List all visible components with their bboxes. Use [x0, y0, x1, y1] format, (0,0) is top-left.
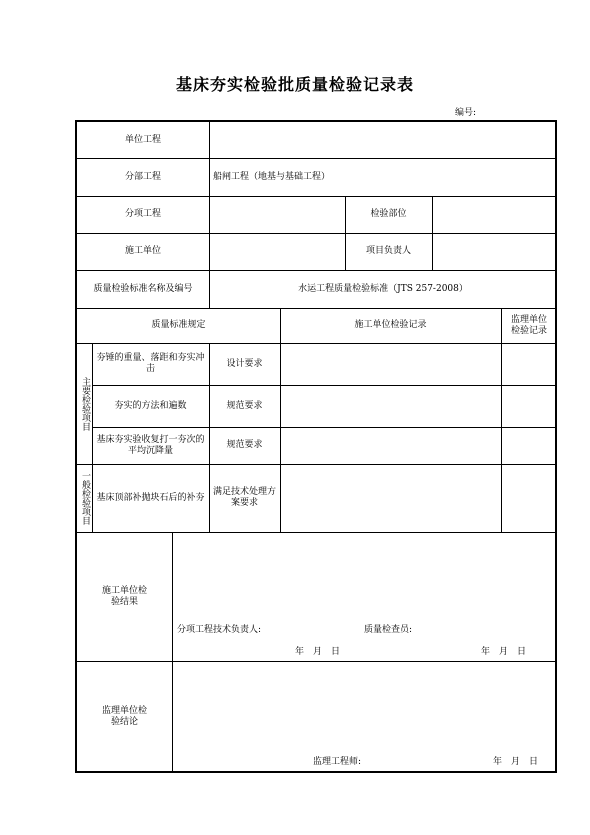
main-item-name: 基床夯实验收复打一夯次的平均沉降量	[96, 434, 205, 456]
inspection-location-label: 检验部位	[370, 209, 407, 219]
supervision-date: 年 月 日	[493, 757, 539, 767]
main-item-requirement: 设计要求	[226, 358, 263, 369]
standard-value: 水运工程质量检验标准（JTS 257-2008）	[298, 283, 468, 294]
standard-name-label: 质量检验标准名称及编号	[93, 283, 193, 294]
construction-date: 年 月 日	[295, 647, 341, 657]
inspector-date: 年 月 日	[481, 647, 527, 657]
general-item-name: 基床顶部补抛块石后的补夯	[96, 492, 205, 503]
main-item-requirement: 规范要求	[226, 400, 263, 411]
supervision-conclusion-label: 监理单位检验结论	[101, 706, 147, 727]
construction-unit-label: 施工单位	[124, 246, 161, 256]
sub-project-label: 分部工程	[124, 171, 161, 182]
project-manager-label: 项目负责人	[365, 246, 411, 256]
construction-result-label: 施工单位检验结果	[101, 585, 147, 607]
supervising-engineer-signature: 监理工程师:	[313, 757, 362, 767]
general-items-label: 一般检验项目	[80, 471, 90, 525]
record-form	[75, 120, 557, 773]
supervision-record-header: 监理单位检验记录	[510, 314, 547, 336]
construction-record-header: 施工单位检验记录	[354, 320, 427, 330]
general-item-requirement: 满足技术处理方案要求	[212, 487, 276, 508]
tech-lead-signature: 分项工程技术负责人:	[177, 625, 262, 635]
page-title: 基床夯实检验批质量检验记录表	[175, 75, 414, 94]
sub-project-value: 船闸工程（地基与基础工程）	[213, 171, 331, 182]
unit-project-label: 单位工程	[124, 134, 161, 145]
item-project-label: 分项工程	[124, 209, 161, 219]
main-item-requirement: 规范要求	[226, 440, 263, 450]
quality-spec-header: 质量标准规定	[151, 320, 206, 330]
main-items-label: 主要检验项目	[80, 376, 90, 431]
quality-inspector-signature: 质量检查员:	[364, 625, 413, 635]
main-item-name: 夯实的方法和遍数	[114, 400, 187, 411]
main-item-name: 夯锤的重量、落距和夯实冲击	[96, 353, 205, 374]
serial-number-label: 编号:	[455, 108, 477, 118]
